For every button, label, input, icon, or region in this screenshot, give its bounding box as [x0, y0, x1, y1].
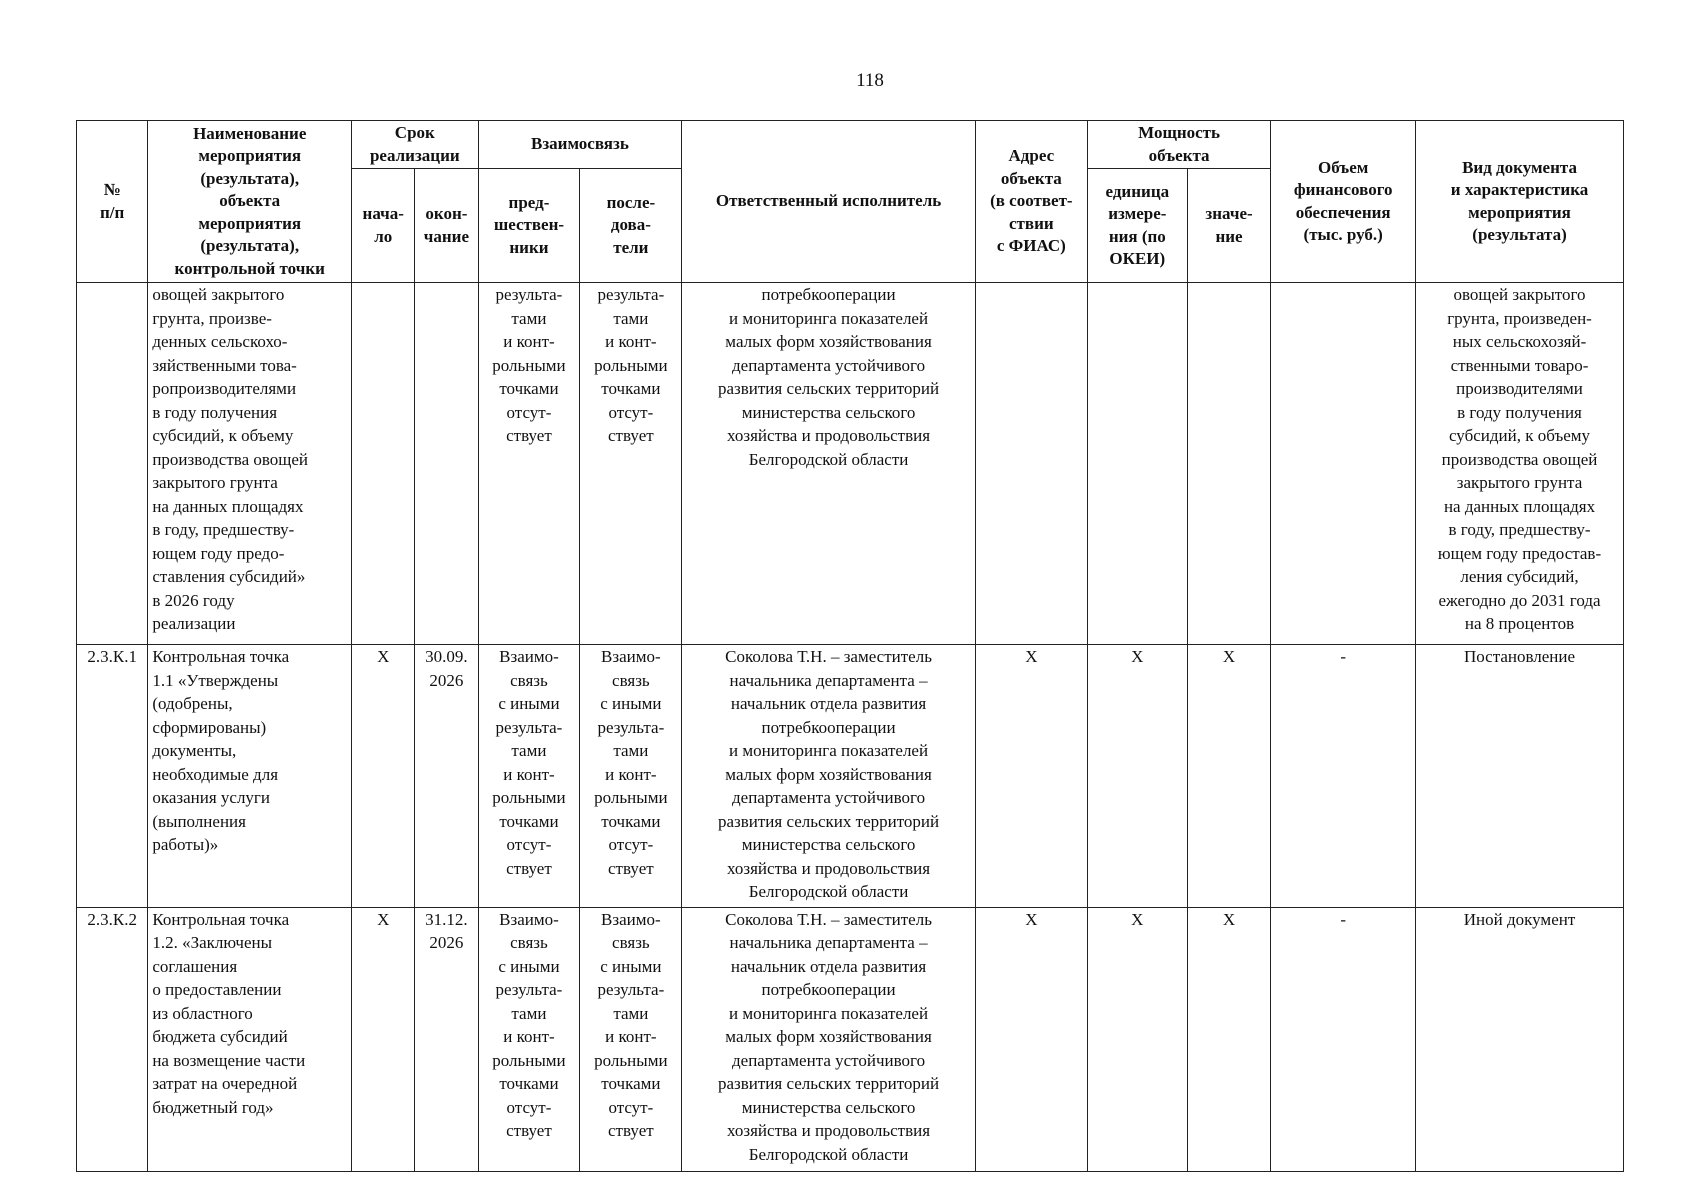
header-relation: Взаимосвязь: [478, 121, 682, 169]
header-doc-type: Вид документа и характеристика мероприятия (результата): [1416, 121, 1624, 283]
cell-num: 2.3.К.2: [77, 907, 148, 1171]
cell-end: 31.12. 2026: [415, 907, 478, 1171]
cell-doc: Иной документ: [1416, 907, 1624, 1171]
header-num: № п/п: [77, 121, 148, 283]
cell-start: X: [352, 645, 415, 907]
cell-prev: Взаимо- связь с иными результа- тами и конт- рольными точками отсут- ствует: [478, 645, 580, 907]
cell-finance: [1271, 283, 1416, 645]
cell-next: Взаимо- связь с иными результа- тами и конт- рольными точками отсут- ствует: [580, 907, 682, 1171]
header-capacity-value: значе- ние: [1187, 169, 1271, 283]
table-row: [77, 645, 1624, 907]
cell-value: X: [1187, 907, 1271, 1171]
header-capacity-unit: единица измере- ния (по ОКЕИ): [1087, 169, 1187, 283]
header-period: Срок реализации: [352, 121, 478, 169]
header-executor: Ответственный исполнитель: [682, 121, 975, 283]
cell-start: [352, 283, 415, 645]
cell-address: [975, 283, 1087, 645]
cell-end: [415, 283, 478, 645]
header-finance: Объем финансового обеспечения (тыс. руб.): [1271, 121, 1416, 283]
cell-finance: -: [1271, 645, 1416, 907]
cell-next: результа- тами и конт- рольными точками отсут- ствует: [580, 283, 682, 645]
header-address: Адрес объекта (в соответ- ствии с ФИАС): [975, 121, 1087, 283]
cell-unit: [1087, 283, 1187, 645]
cell-executor: Соколова Т.Н. – заместитель начальника департамента – начальник отдела развития потребкооперации и мониторинга показателей малых форм хозяйствования департамента устойчивого развития сельских территорий министерства сельского хозяйства и продовольствия Белгородской области: [682, 907, 975, 1171]
table-row: [77, 907, 1624, 1171]
header-period-start: нача- ло: [352, 169, 415, 283]
cell-num: [77, 283, 148, 645]
cell-unit: X: [1087, 645, 1187, 907]
cell-address: X: [975, 907, 1087, 1171]
cell-next: Взаимо- связь с иными результа- тами и конт- рольными точками отсут- ствует: [580, 645, 682, 907]
table-row: [77, 283, 1624, 645]
header-name: Наименование мероприятия (результата), объекта мероприятия (результата), контрольной точки: [148, 121, 352, 283]
plan-table: [76, 120, 1624, 1172]
header-relation-prev: пред- шествен- ники: [478, 169, 580, 283]
cell-doc: Постановление: [1416, 645, 1624, 907]
header-relation-next: после- дова- тели: [580, 169, 682, 283]
cell-name: овощей закрытого грунта, произве- денных сельскохо- зяйственными това- ропроизводителями в году получения субсидий, к объему производства овощей закрытого грунта на данных площадях в году, предшеству- ющем году предо- ставления субсидий» в 2026 году реализации: [148, 283, 352, 645]
cell-doc: овощей закрытого грунта, произведен- ных сельскохозяй- ственными товаро- производителями в году получения субсидий, к объему производства овощей закрытого грунта на данных площадях в году, предшеству- ющем году предостав- ления субсидий, ежегодно до 2031 года на 8 процентов: [1416, 283, 1624, 645]
cell-prev: результа- тами и конт- рольными точками отсут- ствует: [478, 283, 580, 645]
cell-start: X: [352, 907, 415, 1171]
header-period-end: окон- чание: [415, 169, 478, 283]
header-capacity: Мощность объекта: [1087, 121, 1270, 169]
cell-name: Контрольная точка 1.2. «Заключены соглашения о предоставлении из областного бюджета субсидий на возмещение части затрат на очередной бюджетный год»: [148, 907, 352, 1171]
cell-executor: потребкооперации и мониторинга показателей малых форм хозяйствования департамента устойчивого развития сельских территорий министерства сельского хозяйства и продовольствия Белгородской области: [682, 283, 975, 645]
cell-value: [1187, 283, 1271, 645]
cell-value: X: [1187, 645, 1271, 907]
cell-executor: Соколова Т.Н. – заместитель начальника департамента – начальник отдела развития потребкооперации и мониторинга показателей малых форм хозяйствования департамента устойчивого развития сельских территорий министерства сельского хозяйства и продовольствия Белгородской области: [682, 645, 975, 907]
cell-prev: Взаимо- связь с иными результа- тами и конт- рольными точками отсут- ствует: [478, 907, 580, 1171]
cell-num: 2.3.К.1: [77, 645, 148, 907]
page-number: 118: [856, 70, 884, 91]
cell-address: X: [975, 645, 1087, 907]
cell-name: Контрольная точка 1.1 «Утверждены (одобрены, сформированы) документы, необходимые для оказания услуги (выполнения работы)»: [148, 645, 352, 907]
cell-finance: -: [1271, 907, 1416, 1171]
cell-end: 30.09. 2026: [415, 645, 478, 907]
cell-unit: X: [1087, 907, 1187, 1171]
table-header: [77, 121, 1624, 283]
